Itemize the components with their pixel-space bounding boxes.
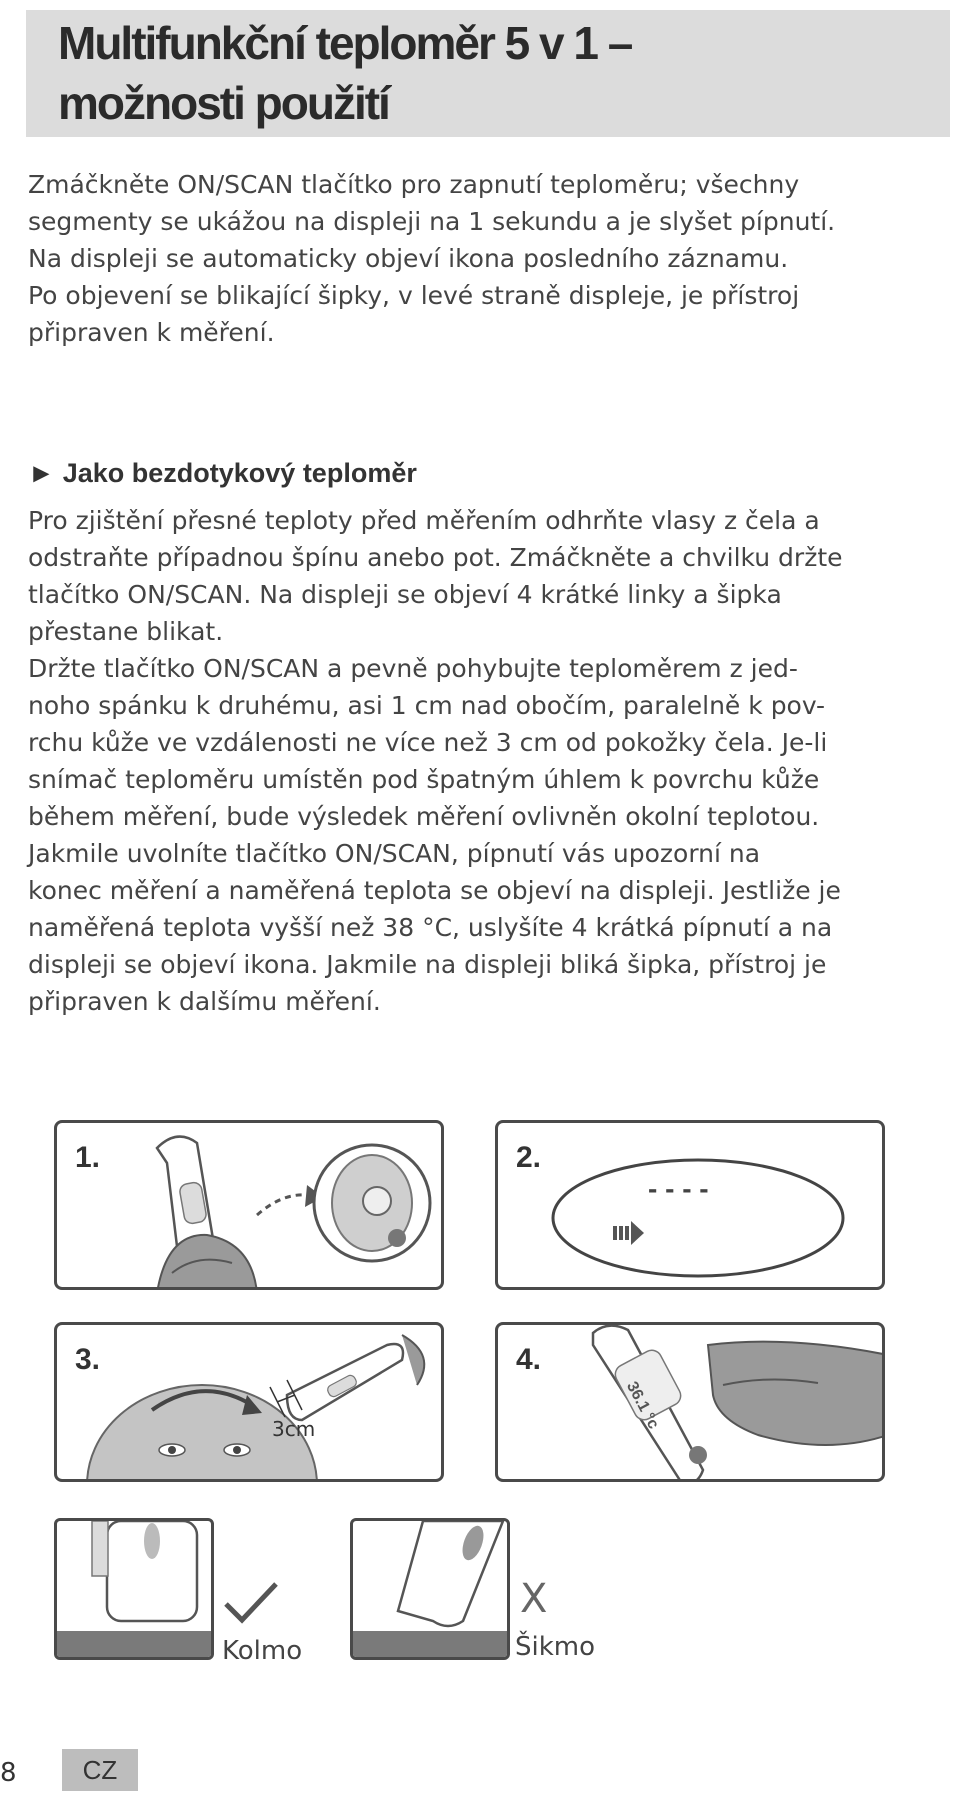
perpendicular-drawing	[57, 1521, 214, 1660]
step-1-illustration	[54, 1120, 444, 1290]
step-number: 4.	[516, 1343, 542, 1376]
section-line: Držte tlačítko ON/SCAN a pevně pohybujte teploměrem z jed-	[28, 654, 798, 683]
step-2-drawing	[498, 1123, 885, 1290]
magnified-view-icon	[314, 1145, 430, 1261]
display-dashes: - - - -	[648, 1173, 709, 1204]
step-number: 1.	[75, 1141, 101, 1174]
page-title-line-1: Multifunkční teploměr 5 v 1 –	[58, 17, 632, 69]
checkmark-icon	[222, 1580, 280, 1626]
thermometer-icon	[287, 1344, 403, 1420]
distance-label: 3cm	[272, 1417, 316, 1441]
section-line: přestane blikat.	[28, 617, 224, 646]
section-line: tlačítko ON/SCAN. Na displeji se objeví 4 krátké linky a šipka	[28, 580, 782, 609]
hand-icon	[402, 1335, 424, 1385]
step-3-drawing	[57, 1325, 444, 1482]
section-line: naměřená teplota vyšší než 38 °C, uslyšíte 4 krátká pípnutí a na	[28, 913, 833, 942]
section-line: Jakmile uvolníte tlačítko ON/SCAN, pípnutí vás upozorní na	[28, 839, 761, 868]
thermometer-icon	[398, 1521, 503, 1626]
section-line: displeji se objeví ikona. Jakmile na displeji bliká šipka, přístroj je	[28, 950, 827, 979]
intro-line: Na displeji se automaticky objeví ikona posledního záznamu.	[28, 244, 789, 273]
perpendicular-label: Kolmo	[222, 1636, 303, 1666]
intro-line: Zmáčkněte ON/SCAN tlačítko pro zapnutí teploměru; všechny	[28, 170, 800, 199]
step-number: 3.	[75, 1343, 101, 1376]
section-line: Pro zjištění přesné teploty před měřením odhrňte vlasy z čela a	[28, 506, 820, 535]
oblique-drawing	[353, 1521, 510, 1660]
page-number: 8	[0, 1758, 17, 1788]
step-4-illustration	[495, 1322, 885, 1482]
intro-line: segmenty se ukážou na displeji na 1 sekundu a je slyšet pípnutí.	[28, 207, 836, 236]
step-2-illustration	[495, 1120, 885, 1290]
section-line: odstraňte případnou špínu anebo pot. Zmáčkněte a chvilku držte	[28, 543, 843, 572]
section-line: rchu kůže ve vzdálenosti ne více než 3 cm od pokožky čela. Je-li	[28, 728, 828, 757]
section-line: během měření, bude výsledek měření ovlivněn okolní teplotou.	[28, 802, 820, 831]
hand-icon	[708, 1342, 885, 1445]
section-heading	[28, 458, 417, 489]
language-badge: CZ	[62, 1749, 138, 1791]
intro-paragraph	[28, 166, 952, 351]
oblique-label: Šikmo	[515, 1632, 596, 1662]
section-line: připraven k dalšímu měření.	[28, 987, 381, 1016]
step-3-illustration	[54, 1322, 444, 1482]
section-line: konec měření a naměřená teplota se objeví na displeji. Jestliže je	[28, 876, 841, 905]
step-4-drawing	[498, 1325, 885, 1482]
hand-icon	[157, 1235, 257, 1290]
cross-icon: X	[520, 1576, 548, 1622]
section-heading-text: Jako bezdotykový teploměr	[62, 458, 417, 488]
temperature-reading: 36.1 °c	[622, 1379, 662, 1432]
page-title-line-2: možnosti použití	[58, 77, 389, 129]
oblique-illustration	[350, 1518, 510, 1660]
arrow-icon	[257, 1195, 307, 1215]
section-line: noho spánku k druhému, asi 1 cm nad obočím, paralelně k pov-	[28, 691, 825, 720]
intro-line: Po objevení se blikající šipky, v levé straně displeje, je přístroj	[28, 281, 800, 310]
triangle-bullet-icon: ►	[28, 458, 55, 488]
section-paragraph	[28, 502, 952, 1020]
step-number: 2.	[516, 1141, 542, 1174]
step-1-drawing	[57, 1123, 444, 1290]
section-line: snímač teploměru umístěn pod špatným úhlem k povrchu kůže	[28, 765, 820, 794]
intro-line: připraven k měření.	[28, 318, 275, 347]
perpendicular-illustration	[54, 1518, 214, 1660]
